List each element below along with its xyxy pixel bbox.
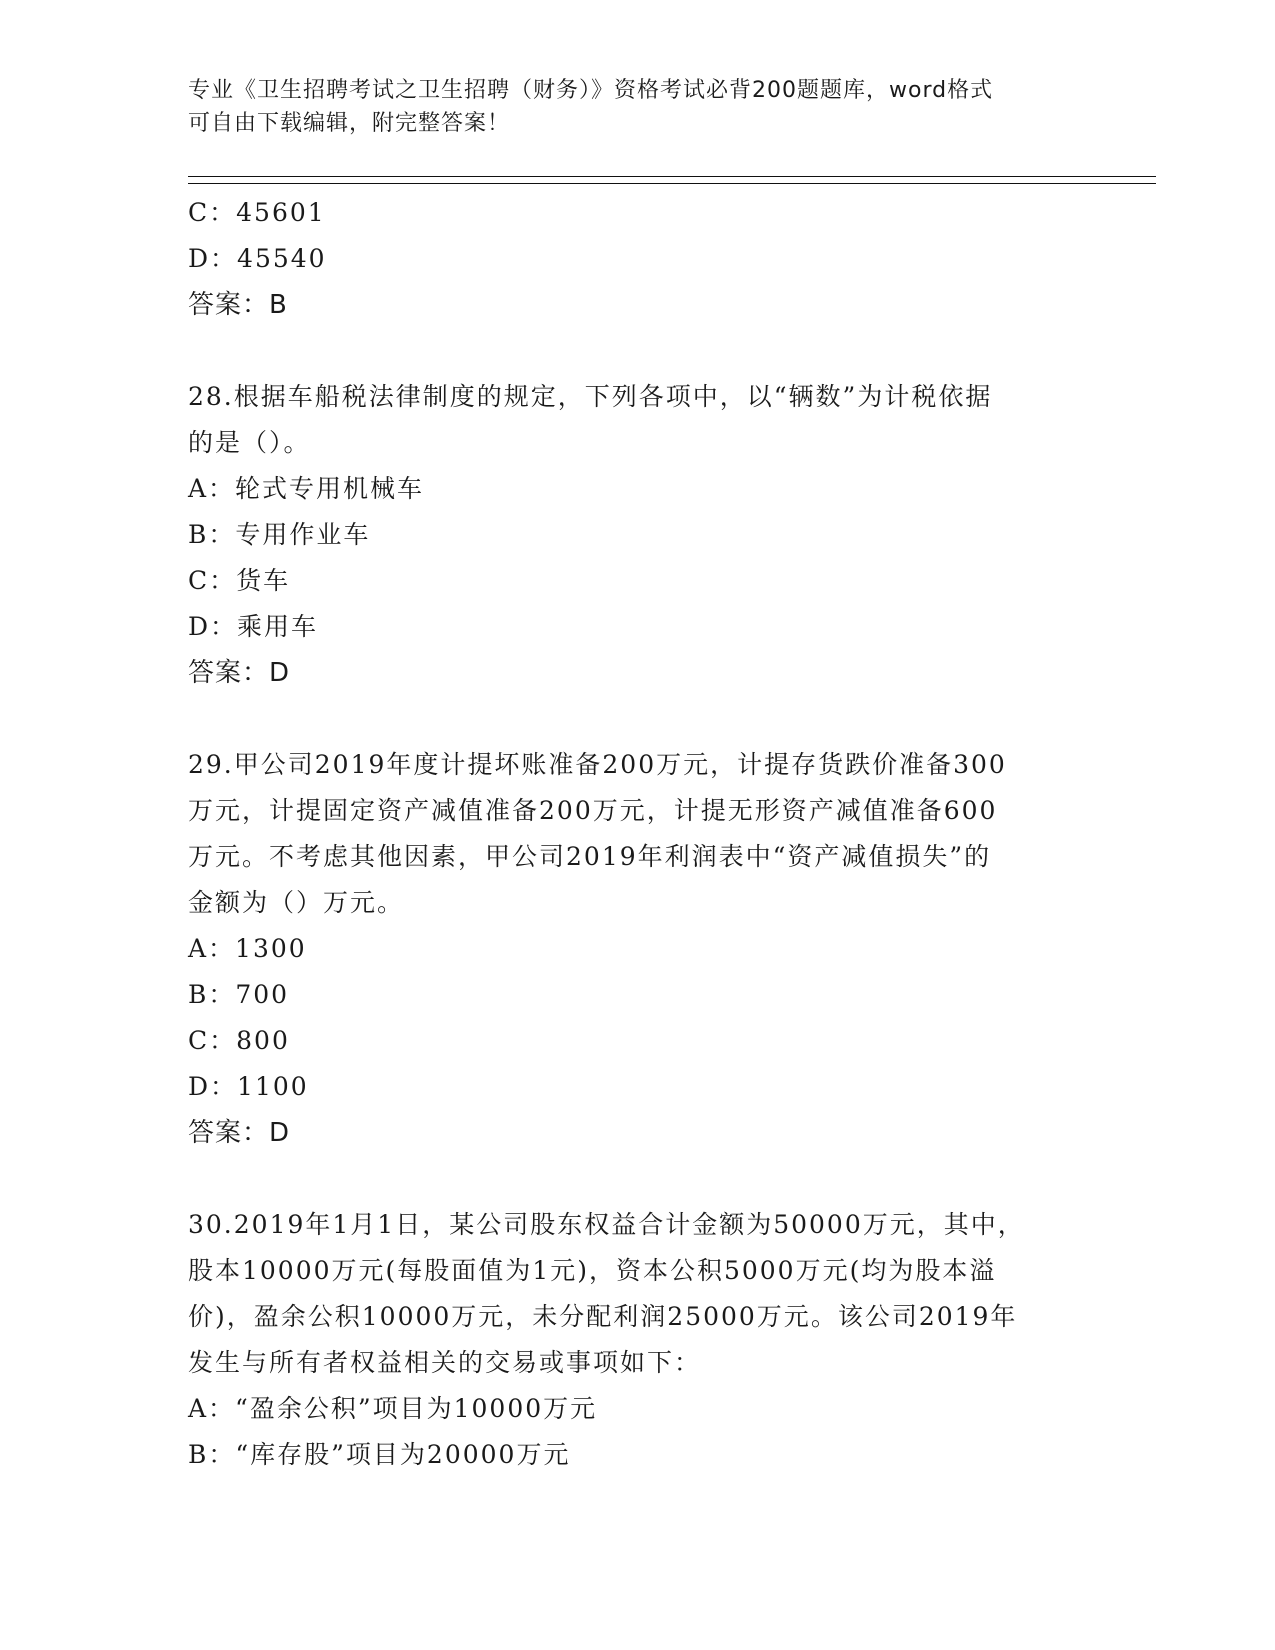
- option-line: D：1100: [188, 1072, 309, 1101]
- question-28: [188, 374, 1088, 696]
- answer-line: 答案：D: [188, 1118, 291, 1148]
- option-line: D：45540: [188, 244, 327, 273]
- option-line: A：1300: [188, 934, 307, 963]
- option-line: B：专用作业车: [188, 520, 371, 549]
- option-line: D：乘用车: [188, 612, 319, 641]
- question-stem-line: 29.甲公司2019年度计提坏账准备200万元，计提存货跌价准备300: [188, 750, 1007, 779]
- question-stem-line: 万元。不考虑其他因素，甲公司2019年利润表中“资产减值损失”的: [188, 842, 992, 871]
- question-stem-line: 价)，盈余公积10000万元，未分配利润25000万元。该公司2019年: [188, 1302, 1018, 1331]
- question-stem-line: 发生与所有者权益相关的交易或事项如下：: [188, 1348, 702, 1377]
- spacer: [188, 328, 1088, 374]
- option-line: A：“盈余公积”项目为10000万元: [188, 1394, 598, 1423]
- question-27-tail: [188, 190, 1088, 328]
- question-stem-line: 股本10000万元(每股面值为1元)，资本公积5000万元(均为股本溢: [188, 1256, 997, 1285]
- option-line: C：800: [188, 1026, 290, 1055]
- question-stem-line: 金额为（）万元。: [188, 888, 405, 917]
- spacer: [188, 1156, 1088, 1202]
- header-line-2: 可自由下载编辑，附完整答案！: [188, 111, 511, 136]
- spacer: [188, 696, 1088, 742]
- answer-line: 答案：B: [188, 290, 288, 320]
- option-line: C：货车: [188, 566, 291, 595]
- question-stem-line: 的是（）。: [188, 428, 311, 457]
- option-line: B：700: [188, 980, 290, 1009]
- question-stem-line: 30.2019年1月1日，某公司股东权益合计金额为50000万元，其中，: [188, 1210, 1025, 1239]
- header-line-1: 专业《卫生招聘考试之卫生招聘（财务）》资格考试必背200题题库，word格式: [188, 78, 994, 103]
- option-line: C：45601: [188, 198, 326, 227]
- option-line: B：“库存股”项目为20000万元: [188, 1440, 571, 1469]
- question-30: [188, 1202, 1088, 1478]
- question-29: [188, 742, 1088, 1156]
- header-divider-top: [188, 176, 1156, 177]
- question-list: [188, 190, 1088, 1478]
- option-line: A：轮式专用机械车: [188, 474, 425, 503]
- header-divider-bottom: [188, 183, 1156, 184]
- document-header: [188, 74, 1068, 140]
- question-stem-line: 万元，计提固定资产减值准备200万元，计提无形资产减值准备600: [188, 796, 998, 825]
- answer-line: 答案：D: [188, 658, 291, 688]
- question-stem-line: 28.根据车船税法律制度的规定，下列各项中，以“辆数”为计税依据: [188, 382, 993, 411]
